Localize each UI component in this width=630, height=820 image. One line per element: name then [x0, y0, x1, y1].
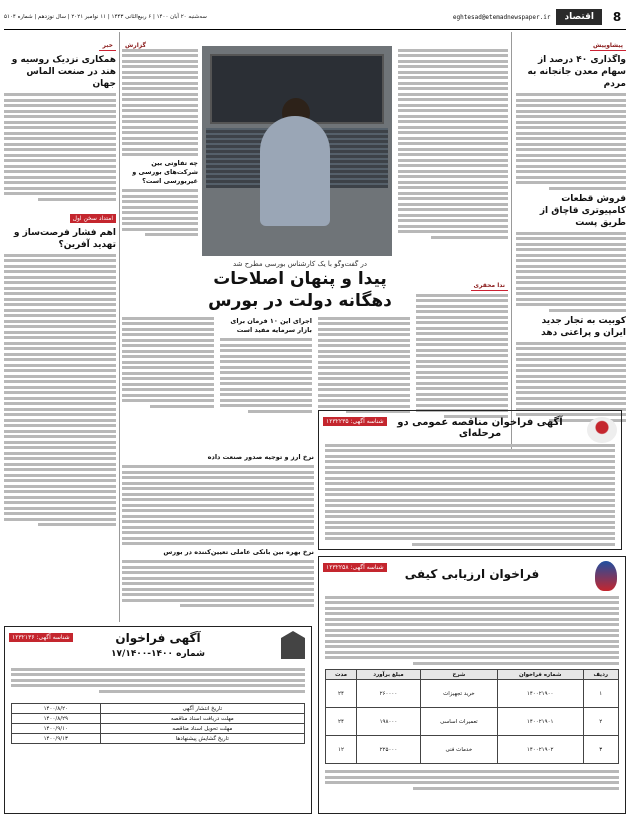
column-divider-left: [119, 32, 120, 622]
left-story-body-2: [4, 254, 116, 527]
right-column: [516, 32, 626, 452]
main-subhead-3: نرخ ارز و توجیه صدور صنعت داده: [207, 453, 314, 461]
main-story: [122, 32, 508, 452]
main-subhead-2: اجرای این ۱۰ فرمان برای بازار سرمایه مفید است: [230, 317, 312, 334]
table-row: [12, 734, 305, 744]
table-cell: ۲: [583, 708, 618, 736]
table-cell: ۱۴۰۰۲۱۹۰۲: [497, 736, 583, 764]
table-cell: ۲۲۵۰۰۰: [356, 736, 420, 764]
main-kicker: در گفت‌وگو با یک کارشناس بورسی مطرح شد: [232, 260, 367, 268]
table-cell: ۱۴۰۰/۸/۲۰: [12, 704, 101, 714]
table-cell: ۱: [583, 680, 618, 708]
right-headline-2: فروش قطعات کامپیوتری قاچاق از طریق پست: [539, 193, 626, 228]
table-header: مبلغ برآورد: [356, 670, 420, 680]
website-address: eghtesad@etemadnewspaper.ir: [452, 13, 551, 21]
table-cell: تاریخ گشایش پیشنهادها: [100, 734, 304, 744]
left-column-tag: خبر: [99, 41, 116, 51]
table-cell: ۱۴۰۰۲۱۹۰۱: [497, 708, 583, 736]
table-row: [326, 680, 619, 708]
story-body-1: [516, 93, 626, 190]
tender-ad-code: شناسه آگهی: ۱۲۳۲۲۳۵: [323, 417, 387, 426]
story-body-2: [516, 232, 626, 312]
quality-ad-code: شناسه آگهی: ۱۲۳۲۲۵۸: [323, 563, 387, 572]
person-figure: [260, 116, 330, 226]
invitation-ad: [4, 626, 312, 814]
table-row: [12, 704, 305, 714]
table-header: ردیف: [583, 670, 618, 680]
main-intro-text: [398, 46, 508, 246]
table-row: [326, 708, 619, 736]
table-cell: ۲۴: [326, 680, 357, 708]
table-cell: ۲۴: [326, 708, 357, 736]
invitation-ad-title: آگهی فراخوان: [115, 631, 201, 645]
left-column: [4, 32, 116, 622]
quality-ad: [318, 556, 626, 814]
date-line: سه‌شنبه ۲۰ آبان ۱۴۰۰ | ۶ ربیع‌الثانی ۱۴۴۳ | ۱۱ نوامبر ۲۰۲۱ | سال نوزدهم | شماره ۵۱۰۴: [4, 14, 207, 20]
main-col-c: [220, 314, 312, 452]
stock-market-photo: [202, 46, 392, 256]
table-cell: ۱۴۰۰/۸/۲۹: [12, 714, 101, 724]
table-cell: ۳: [583, 736, 618, 764]
table-cell: ۱۴۰۰/۹/۱۳: [12, 734, 101, 744]
table-header: شرح: [420, 670, 497, 680]
table-cell: خدمات فنی: [420, 736, 497, 764]
quality-ad-body: [325, 593, 619, 667]
tender-ad-title: آگهی فراخوان مناقصه عمومی دو مرحله‌ای: [397, 417, 563, 439]
tender-ad: [318, 410, 622, 550]
quality-ad-table: [325, 669, 619, 792]
flame-logo-icon: [595, 561, 617, 591]
main-side-text: [122, 46, 198, 256]
headline-block: [202, 260, 398, 310]
invitation-ad-number: شماره ۱۴۰۰-۱۷/۱۴۰۰: [111, 649, 205, 659]
invitation-ad-body: [11, 665, 305, 695]
tender-logo-icon: [587, 417, 617, 443]
left-column-tag-2: امتداد سخن اول: [70, 214, 116, 223]
table-cell: ۲۶۰۰۰۰: [356, 680, 420, 708]
column-divider: [511, 32, 512, 452]
table-cell: ۱۴۰۰۲۱۹۰۰: [497, 680, 583, 708]
header-rule: [4, 29, 626, 30]
page-number: 8: [612, 10, 622, 24]
table-cell: تعمیرات اساسی: [420, 708, 497, 736]
invitation-ad-code: شناسه آگهی: ۱۲۳۲۱۳۶: [9, 633, 73, 642]
left-story-body-1: [4, 93, 116, 201]
left-headline-1: همکاری نزدیک روسیه و هند در صنعت الماس جهان: [11, 55, 116, 89]
left-headline-2: اهم فشار فرصت‌ساز و تهدید آفرین؟: [13, 227, 116, 250]
author-tag: ندا محقری: [471, 281, 508, 291]
table-cell: ۱۴۰۰/۹/۱۰: [12, 724, 101, 734]
main-headline: پیدا و پنهان اصلاحات دهگانه دولت در بورس: [208, 269, 392, 310]
table-header: شماره فراخوان: [497, 670, 583, 680]
invitation-ad-table: [11, 703, 305, 744]
tender-ad-body: [325, 441, 615, 548]
emblem-icon: [281, 631, 305, 659]
report-tag: گزارش: [122, 41, 149, 51]
table-cell: مهلت دریافت اسناد مناقصه: [100, 714, 304, 724]
right-column-tag: پیشاوپیش: [590, 41, 626, 51]
table-row: [326, 736, 619, 764]
main-col-d: [122, 314, 214, 452]
main-continuation: [122, 450, 314, 620]
table-cell: تاریخ انتشار آگهی: [100, 704, 304, 714]
section-title: اقتصاد: [556, 9, 602, 25]
main-subhead-1: چه تفاوتی بین شرکت‌های بورسی و غیربورسی است؟: [132, 159, 198, 185]
table-row: [12, 724, 305, 734]
right-headline-3: کوبیت به تجار جدید ایران و پراعتی دهد: [541, 315, 626, 338]
table-cell: خرید تجهیزات: [420, 680, 497, 708]
table-cell: مهلت تحویل اسناد مناقصه: [100, 724, 304, 734]
table-cell: ۱۲: [326, 736, 357, 764]
quality-ad-title: فراخوان ارزیابی کیفی: [404, 567, 540, 581]
right-headline-1: واگذاری ۴۰ درصد از سهام معدن جانجانه به مردم: [527, 55, 626, 89]
page-header: [4, 6, 626, 28]
table-cell: ۱۹۸۰۰۰: [356, 708, 420, 736]
table-header: مدت: [326, 670, 357, 680]
main-subhead-4: نرخ بهره بین بانکی عاملی تعیین‌کننده در بورس: [163, 548, 314, 556]
table-row: [12, 714, 305, 724]
